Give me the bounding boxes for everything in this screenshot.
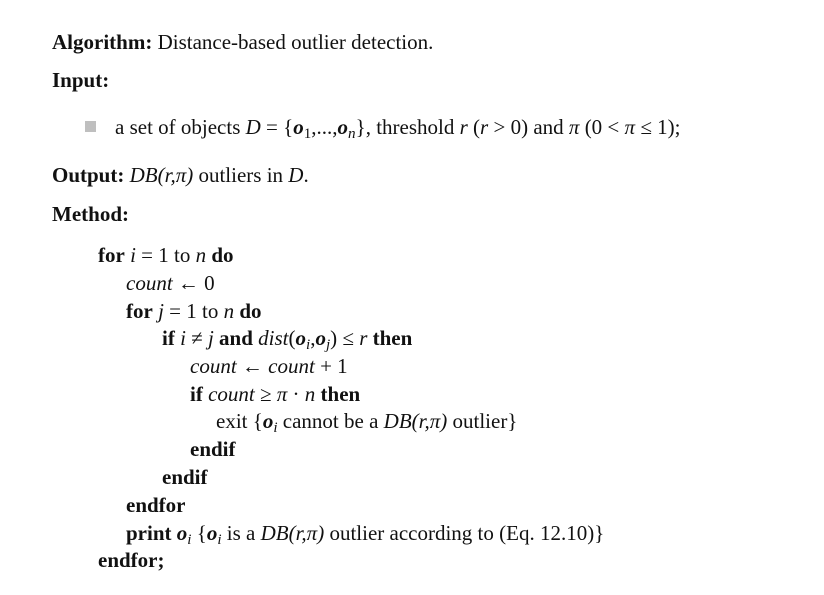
code-line4-sub-j: j: [325, 337, 331, 354]
code-line-3: [126, 301, 262, 322]
code-line4-kw-and: and: [213, 326, 259, 350]
code-line1-eq: = 1 to: [135, 243, 196, 267]
code-line4-r: r: [359, 326, 368, 350]
code-line4-dist: dist: [258, 326, 289, 350]
code-line4-close: ) ≤: [330, 326, 360, 350]
code-line7-db: DB: [383, 409, 412, 433]
code-line7-text: cannot be a: [277, 409, 384, 433]
code-line-10: [126, 495, 186, 516]
code-line5-var2: count: [268, 354, 315, 378]
input-label: Input:: [52, 68, 110, 92]
code-line6-pi: π: [276, 382, 288, 406]
input-threshold: }, threshold: [355, 115, 460, 139]
input-pi-cond: π: [624, 115, 636, 139]
code-line3-var: j: [158, 299, 164, 323]
code-line7-sub: i: [273, 420, 278, 437]
code-line3-kw-do: do: [234, 299, 262, 323]
code-line-11: [126, 523, 604, 548]
code-line-7: [216, 411, 517, 436]
input-prefix: a set of objects: [115, 115, 241, 139]
code-line-1: [98, 245, 234, 266]
code-line4-open: (: [288, 326, 296, 350]
code-line11-args: (r,π): [288, 521, 325, 545]
code-line7-args: (r,π): [411, 409, 448, 433]
code-line10-kw: endfor: [126, 493, 186, 517]
code-line6-kw-then: then: [315, 382, 361, 406]
code-line4-o: o: [295, 326, 306, 350]
code-line3-kw-for: for: [126, 299, 153, 323]
algorithm-name: Distance-based outlier detection.: [157, 30, 434, 54]
input-r-open: (: [467, 115, 481, 139]
code-line1-kw-do: do: [206, 243, 234, 267]
output-line: [52, 165, 309, 186]
input-heading: [52, 70, 109, 91]
code-line4-i: i: [180, 326, 186, 350]
code-line-2: [126, 273, 215, 294]
code-line-5: [190, 356, 348, 377]
code-line11-text: is a: [221, 521, 261, 545]
code-line11-sub: i: [187, 532, 192, 549]
code-line4-neq: ≠: [185, 326, 208, 350]
code-line4-kw-if: if: [162, 326, 175, 350]
input-o1: o: [293, 115, 304, 139]
code-line2-var: count: [126, 271, 173, 295]
code-line5-arrow: ←: [236, 354, 269, 378]
code-line11-brace: {: [191, 521, 207, 545]
input-pi: π: [568, 115, 580, 139]
output-db-args: (r,π): [157, 163, 194, 187]
code-line11-sub2: i: [217, 532, 222, 549]
code-line3-eq: = 1 to: [163, 299, 224, 323]
input-bullet-text: [115, 117, 680, 142]
code-line11-kw-print: print: [126, 521, 172, 545]
method-heading: [52, 204, 129, 225]
code-line5-var: count: [190, 354, 237, 378]
input-pi-rest: ≤ 1);: [635, 115, 681, 139]
output-end: .: [303, 163, 309, 187]
input-D: D: [245, 115, 261, 139]
code-line2-arrow: ← 0: [172, 271, 215, 295]
code-line6-geq: ≥: [254, 382, 277, 406]
code-line4-kw-then: then: [367, 326, 413, 350]
input-r-cond: r: [480, 115, 489, 139]
code-line11-db: DB: [260, 521, 289, 545]
code-line6-n: n: [304, 382, 316, 406]
code-line-8: [190, 439, 236, 460]
bullet-square-icon: [85, 121, 96, 132]
method-label: Method:: [52, 202, 129, 226]
code-line-12: [98, 550, 165, 571]
code-line11-o: o: [176, 521, 188, 545]
code-line4-comma: ,: [310, 326, 316, 350]
output-D: D: [288, 163, 304, 187]
input-pi-open: (0 <: [579, 115, 625, 139]
code-line6-kw-if: if: [190, 382, 203, 406]
output-text: outliers in: [193, 163, 289, 187]
algorithm-title: [52, 32, 433, 53]
code-line7-end: outlier}: [447, 409, 518, 433]
output-label: Output:: [52, 163, 125, 187]
code-line11-end: outlier according to (Eq. 12.10)}: [324, 521, 605, 545]
input-on-sub: n: [348, 126, 356, 143]
input-r: r: [459, 115, 468, 139]
code-line-4: [162, 328, 412, 353]
input-o1-sub: 1: [303, 126, 312, 143]
input-eq: = {: [260, 115, 294, 139]
code-line1-var: i: [130, 243, 136, 267]
code-line12-kw: endfor;: [98, 548, 165, 572]
input-ellipsis: ,...,: [311, 115, 338, 139]
code-line3-n: n: [223, 299, 235, 323]
code-line-9: [162, 467, 208, 488]
code-line4-o2: o: [315, 326, 326, 350]
code-line7-o: o: [262, 409, 274, 433]
code-line-6: [190, 384, 360, 405]
code-line6-dot: ·: [287, 382, 305, 406]
code-line5-plus: + 1: [314, 354, 348, 378]
code-line1-n: n: [195, 243, 207, 267]
input-on: o: [337, 115, 349, 139]
code-line11-o2: o: [206, 521, 218, 545]
code-line4-j: j: [207, 326, 214, 350]
code-line7-exit: exit {: [216, 409, 263, 433]
input-r-rest: > 0) and: [488, 115, 569, 139]
code-line6-var: count: [208, 382, 255, 406]
code-line1-kw-for: for: [98, 243, 125, 267]
code-line4-sub-i: i: [306, 337, 311, 354]
code-line8-kw: endif: [190, 437, 236, 461]
output-db: DB: [129, 163, 158, 187]
algorithm-label: Algorithm:: [52, 30, 153, 54]
code-line9-kw: endif: [162, 465, 208, 489]
